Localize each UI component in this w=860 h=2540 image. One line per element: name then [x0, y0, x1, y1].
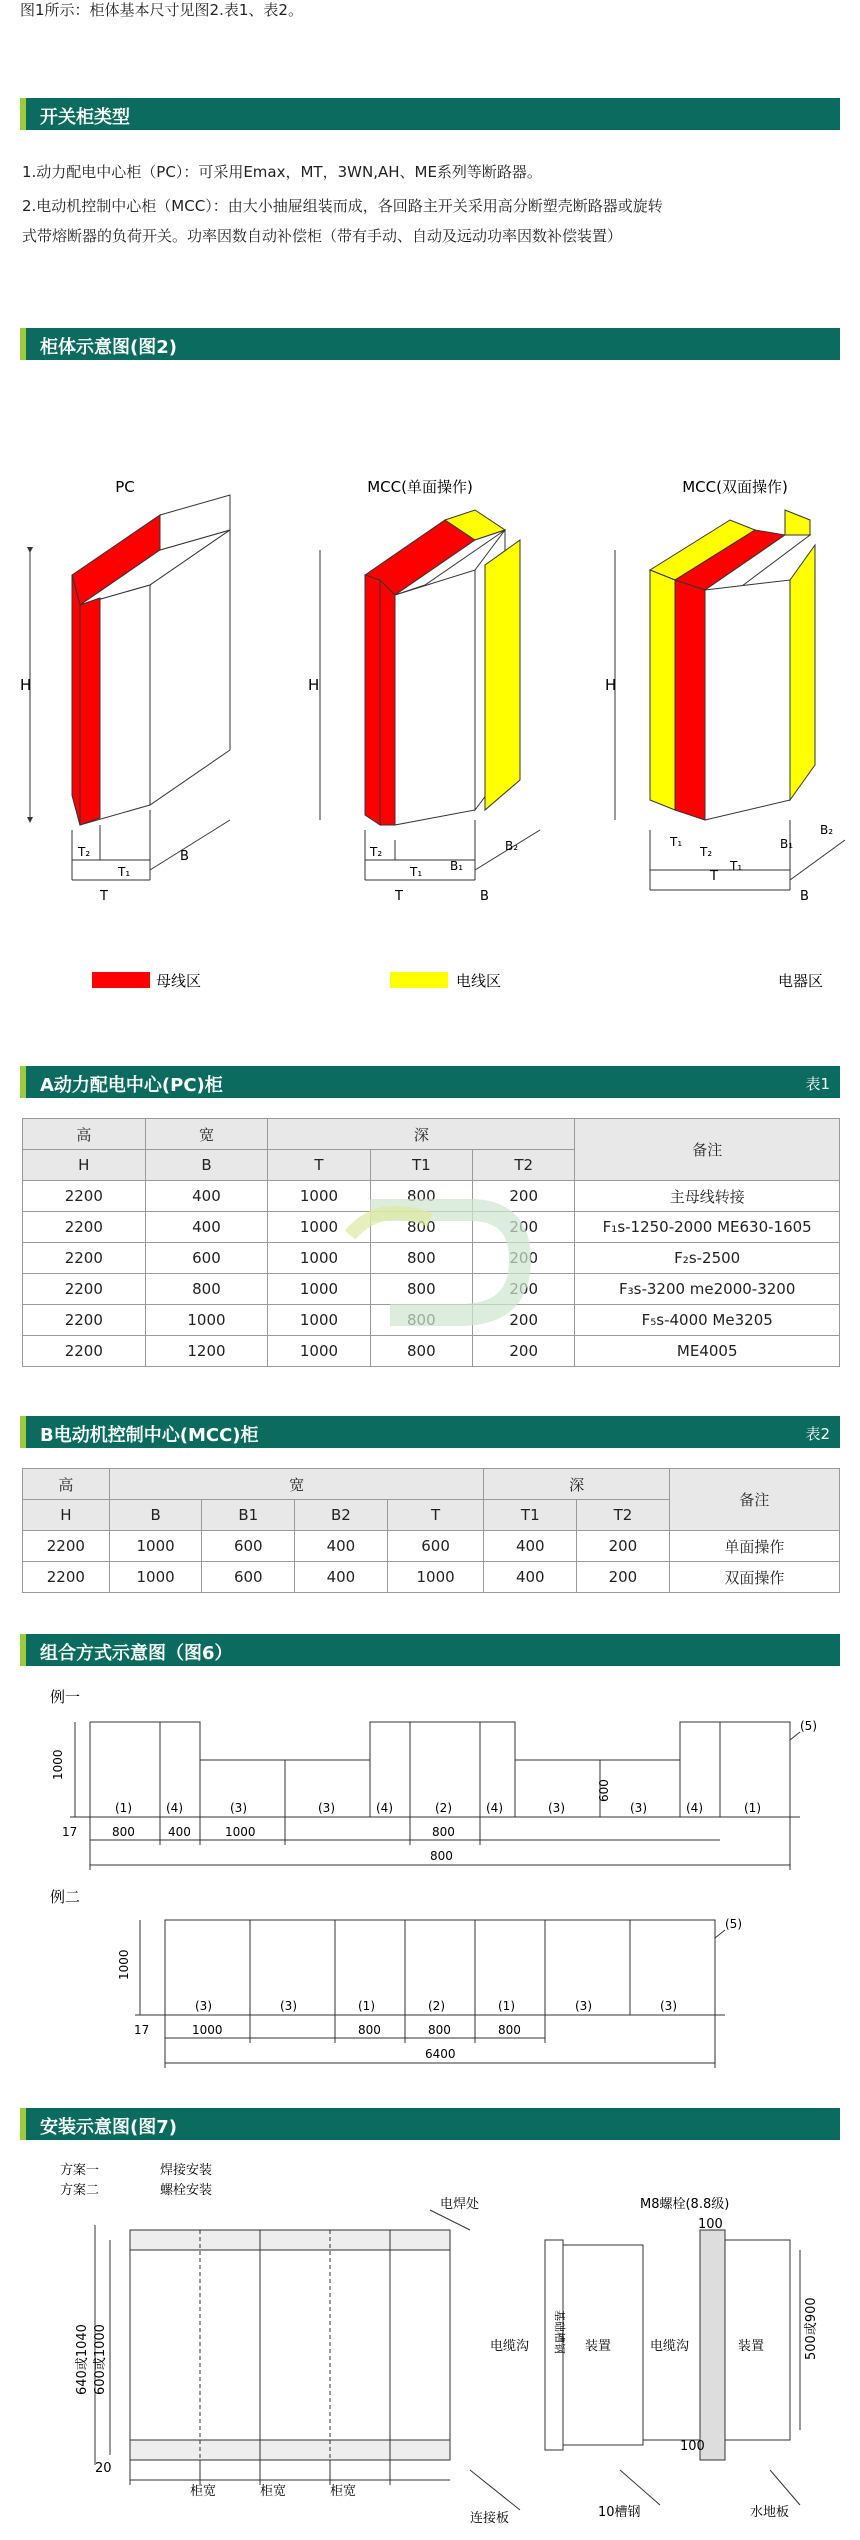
- cell: 400: [484, 1531, 577, 1562]
- dim-b-pc: B: [180, 849, 189, 864]
- cab-label-mcc2: MCC(双面操作): [682, 478, 788, 496]
- cell: 1000: [145, 1305, 268, 1336]
- bolt-label: M8螺栓(8.8级): [640, 2197, 730, 2212]
- th-width: 宽: [109, 1469, 484, 1500]
- dim-b1-mcc2: B₁: [780, 837, 794, 851]
- cell: 2200: [23, 1212, 146, 1243]
- ex1-dim-total: 800: [430, 1849, 453, 1863]
- channel-10: 10槽钢: [598, 2505, 641, 2520]
- ex1-unit-5: (4): [376, 1801, 393, 1815]
- ex1-tag: (5): [800, 1719, 817, 1733]
- cable-trench-1: 电缆沟: [490, 2339, 530, 2354]
- legend-swatch-cable: [390, 972, 448, 988]
- ex2-height: 1000: [117, 1949, 131, 1980]
- legend-swatch-busbar: [92, 972, 150, 988]
- section-title: 柜体示意图(图2): [40, 337, 177, 358]
- cell: 200: [473, 1305, 575, 1336]
- plan-1-text: 焊接安装: [160, 2163, 213, 2178]
- cell: 400: [295, 1562, 388, 1593]
- cell: 800: [370, 1212, 472, 1243]
- cabinet-pc: [30, 495, 230, 880]
- cell: 200: [473, 1274, 575, 1305]
- cell: 600: [202, 1531, 295, 1562]
- cell: 200: [473, 1181, 575, 1212]
- ex1-height: 1000: [51, 1749, 65, 1780]
- table-tag: 表1: [805, 1075, 830, 1093]
- width-3: 柜宽: [330, 2484, 357, 2499]
- floor-label: 水地板: [750, 2505, 790, 2520]
- cell: 1000: [268, 1305, 370, 1336]
- depth-1: 640或1040: [75, 2324, 90, 2395]
- cell: 400: [145, 1212, 268, 1243]
- section-title: B电动机控制中心(MCC)柜: [40, 1425, 259, 1446]
- dim-t1-pc: T₁: [118, 865, 131, 879]
- ex2-unit-2: (3): [280, 1999, 297, 2013]
- ex1-unit-4: (3): [318, 1801, 335, 1815]
- ex2-tag: (5): [725, 1917, 742, 1931]
- width-2: 柜宽: [260, 2484, 287, 2499]
- dim-100b: 100: [680, 2439, 705, 2454]
- th-width: 宽: [145, 1119, 268, 1150]
- dim-b2-mcc2: B₂: [820, 823, 834, 837]
- cell: 800: [370, 1336, 472, 1367]
- dim-20: 20: [95, 2461, 112, 2476]
- cab-label-pc: PC: [115, 478, 135, 496]
- cell: 400: [145, 1181, 268, 1212]
- cell: ME4005: [575, 1336, 840, 1367]
- example-2-label: 例二: [50, 1888, 81, 1906]
- th-height: 高: [23, 1469, 110, 1500]
- base-channel: 基础槽钢: [553, 2310, 566, 2354]
- dim-b1-mcc1: B₁: [450, 859, 464, 873]
- cell: 600: [387, 1531, 484, 1562]
- ex1-unit-3: (3): [230, 1801, 247, 1815]
- section-title: A动力配电中心(PC)柜: [40, 1075, 223, 1096]
- cell: 800: [370, 1243, 472, 1274]
- plate-label: 连接板: [470, 2511, 510, 2526]
- th-t1: T1: [370, 1150, 472, 1181]
- cell: 主母线转接: [575, 1181, 840, 1212]
- ex2-dim-1000: 1000: [192, 2023, 223, 2037]
- cell: 2200: [23, 1274, 146, 1305]
- ex1-unit-7: (4): [486, 1801, 503, 1815]
- dim-t-mcc2: T: [710, 869, 718, 884]
- section-header-installation: [20, 2108, 840, 2140]
- ex1-dim-400: 400: [168, 1825, 191, 1839]
- ex1-unit-10: (4): [686, 1801, 703, 1815]
- dim-h-pc: H: [20, 676, 32, 694]
- ex1-unit-1: (1): [115, 1801, 132, 1815]
- cell: 800: [370, 1274, 472, 1305]
- table-row: [23, 1531, 840, 1562]
- weld-label: 电焊处: [440, 2197, 480, 2212]
- ex2-dim-800b: 800: [428, 2023, 451, 2037]
- cell: 1000: [268, 1336, 370, 1367]
- cell: 单面操作: [669, 1531, 839, 1562]
- dim-t1a-mcc2: T₁: [670, 835, 683, 849]
- th-t: T: [387, 1500, 484, 1531]
- watermark-logo: [310, 1180, 550, 1350]
- ex1-unit-9: (3): [630, 1801, 647, 1815]
- th-height: 高: [23, 1119, 146, 1150]
- th-remark: 备注: [669, 1469, 839, 1531]
- legend-busbar: 母线区: [156, 972, 202, 990]
- dim-100a: 100: [698, 2217, 723, 2232]
- table-row: [23, 1562, 840, 1593]
- th-h: H: [23, 1500, 110, 1531]
- cell: F₂s-2500: [575, 1243, 840, 1274]
- section-header-combination: [20, 1634, 840, 1666]
- cell: 1000: [268, 1181, 370, 1212]
- device-2: 装置: [738, 2339, 765, 2354]
- ex1-height2: 600: [597, 1779, 611, 1802]
- dim-t-pc: T: [100, 889, 108, 904]
- ex1-unit-2: (4): [166, 1801, 183, 1815]
- th-h: H: [23, 1150, 146, 1181]
- cell: 2200: [23, 1181, 146, 1212]
- cell: 800: [370, 1181, 472, 1212]
- th-t: T: [268, 1150, 370, 1181]
- legend-device: 电器区: [778, 972, 824, 990]
- ex2-unit-5: (1): [498, 1999, 515, 2013]
- cell: 600: [202, 1562, 295, 1593]
- ex2-dim-17: 17: [134, 2023, 150, 2037]
- device-1: 装置: [585, 2339, 612, 2354]
- cell: F₅s-4000 Me3205: [575, 1305, 840, 1336]
- ex1-unit-6: (2): [435, 1801, 452, 1815]
- ex2-dim-800a: 800: [358, 2023, 381, 2037]
- ex1-dim-800b: 800: [432, 1825, 455, 1839]
- section-header-pc-table: [20, 1066, 840, 1098]
- depth-2: 600或1000: [93, 2324, 108, 2395]
- ex1-unit-11: (1): [744, 1801, 761, 1815]
- ex1-unit-8: (3): [548, 1801, 565, 1815]
- section-title: 组合方式示意图（图6）: [40, 1643, 233, 1664]
- th-t2: T2: [473, 1150, 575, 1181]
- dim-500: 500或900: [804, 2297, 819, 2360]
- cell: 800: [145, 1274, 268, 1305]
- plan-2-text: 螺栓安装: [160, 2183, 213, 2198]
- cell: 2200: [23, 1531, 110, 1562]
- dim-h-mcc2: H: [605, 676, 617, 694]
- legend-cable: 电线区: [456, 972, 502, 990]
- cell: 1000: [268, 1274, 370, 1305]
- table-mcc: [22, 1468, 840, 1593]
- cell: 400: [295, 1531, 388, 1562]
- cell: F₁s-1250-2000 ME630-1605: [575, 1212, 840, 1243]
- ex1-dim-800: 800: [112, 1825, 135, 1839]
- section-header-mcc-table: [20, 1416, 840, 1448]
- dim-b-mcc2: B: [800, 889, 809, 904]
- cell: 2200: [23, 1243, 146, 1274]
- ex1-dim-17: 17: [62, 1825, 78, 1839]
- cell: 双面操作: [669, 1562, 839, 1593]
- dim-b2-mcc1: B₂: [505, 839, 519, 853]
- th-t1: T1: [484, 1500, 577, 1531]
- cell: 200: [577, 1562, 670, 1593]
- dim-t2-mcc1: T₂: [370, 845, 383, 859]
- cell: 200: [473, 1243, 575, 1274]
- th-depth: 深: [268, 1119, 575, 1150]
- dim-t2-pc: T₂: [78, 845, 91, 859]
- table-tag: 表2: [805, 1425, 830, 1443]
- example-1-label: 例一: [50, 1688, 81, 1706]
- cell: 2200: [23, 1562, 110, 1593]
- ex2-dim-total: 6400: [425, 2047, 456, 2061]
- cell: 200: [577, 1531, 670, 1562]
- dim-t2-mcc2: T₂: [700, 845, 713, 859]
- plan-1-label: 方案一: [60, 2163, 100, 2178]
- cell: 1000: [268, 1212, 370, 1243]
- th-remark: 备注: [575, 1119, 840, 1181]
- plan-2-label: 方案二: [60, 2183, 100, 2198]
- cell: 1200: [145, 1336, 268, 1367]
- cell: 1000: [109, 1562, 202, 1593]
- th-b2: B2: [295, 1500, 388, 1531]
- ex2-unit-4: (2): [428, 1999, 445, 2013]
- cab-label-mcc1: MCC(单面操作): [367, 478, 473, 496]
- cell: 2200: [23, 1336, 146, 1367]
- width-1: 柜宽: [190, 2484, 217, 2499]
- cabinet-diagrams: [0, 370, 860, 1010]
- cell: 200: [473, 1212, 575, 1243]
- ex2-unit-6: (3): [575, 1999, 592, 2013]
- installation-diagram: [0, 2150, 860, 2540]
- section-title: 开关柜类型: [40, 107, 130, 128]
- type-line-3: 式带熔断器的负荷开关。功率因数自动补偿柜（带有手动、自动及远动功率因数补偿装置）: [22, 227, 623, 245]
- th-t2: T2: [577, 1500, 670, 1531]
- ex1-dim-1000: 1000: [225, 1825, 256, 1839]
- th-b: B: [109, 1500, 202, 1531]
- cell: 2200: [23, 1305, 146, 1336]
- dim-b-mcc1: B: [480, 889, 489, 904]
- dim-h-mcc1: H: [308, 676, 320, 694]
- cell: 400: [484, 1562, 577, 1593]
- cable-trench-2: 电缆沟: [650, 2339, 690, 2354]
- cell: 1000: [387, 1562, 484, 1593]
- th-depth: 深: [484, 1469, 669, 1500]
- th-b1: B1: [202, 1500, 295, 1531]
- ex2-unit-3: (1): [358, 1999, 375, 2013]
- cabinet-mcc-double: [615, 510, 845, 890]
- combination-diagram: [0, 1680, 860, 2100]
- type-line-2: 2.电动机控制中心柜（MCC）：由大小抽屉组装而成，各回路主开关采用高分断塑壳断路器或旋转: [22, 197, 663, 215]
- section-title: 安装示意图(图7): [40, 2117, 177, 2138]
- section-header-switchgear-types: [20, 98, 840, 130]
- type-line-1: 1.动力配电中心柜（PC）：可采用Emax，MT，3WN,AH、ME系列等断路器。: [22, 163, 542, 181]
- th-b: B: [145, 1150, 268, 1181]
- cell: 1000: [268, 1243, 370, 1274]
- dim-t1-mcc1: T₁: [410, 865, 423, 879]
- dim-t1b-mcc2: T₁: [730, 859, 743, 873]
- ex2-dim-800c: 800: [498, 2023, 521, 2037]
- cabinet-mcc-single: [320, 510, 540, 880]
- dim-t-mcc1: T: [395, 889, 403, 904]
- cell: 1000: [109, 1531, 202, 1562]
- cell: 200: [473, 1336, 575, 1367]
- ex2-unit-7: (3): [660, 1999, 677, 2013]
- cell: F₃s-3200 me2000-3200: [575, 1274, 840, 1305]
- cell: 800: [370, 1305, 472, 1336]
- ex2-unit-1: (3): [195, 1999, 212, 2013]
- section-header-cabinet-diagram: [20, 328, 840, 360]
- intro-text: 图1所示：柜体基本尺寸见图2.表1、表2。: [20, 1, 303, 19]
- cell: 600: [145, 1243, 268, 1274]
